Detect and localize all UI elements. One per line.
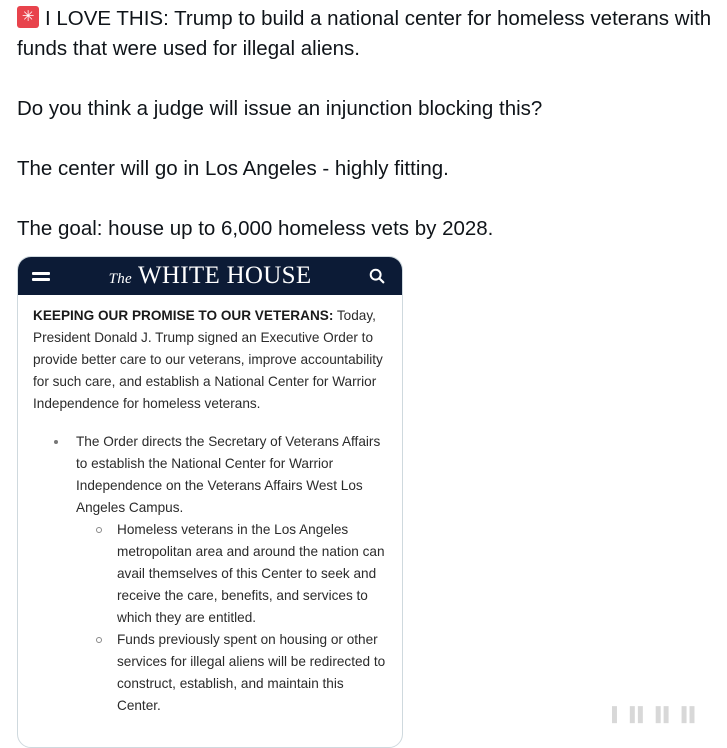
search-icon xyxy=(368,267,386,285)
tweet-line-1: I LOVE THIS: Trump to build a national center for homeless veterans with funds that were used for illegal aliens. xyxy=(17,7,712,60)
watermark: ▌▐▌▐▌▐▌ xyxy=(612,706,703,722)
article-body xyxy=(18,295,402,717)
tweet-line-3: The center will go in Los Angeles - highly fitting. xyxy=(17,157,449,180)
article-intro: KEEPING OUR PROMISE TO OUR VETERANS: Today, President Donald J. Trump signed an Executive Order to provide better care to our veterans, improve accountability for such care, and establish a National Center for Warrior Independence for homeless veterans. xyxy=(33,308,383,411)
article-list xyxy=(33,431,388,717)
white-house-header xyxy=(18,257,402,295)
list-item: The Order directs the Secretary of Veterans Affairs to establish the National Center for Warrior Independence on the Veterans Affairs West Los Angeles Campus. Homeless veterans in the Los Angeles metropolitan area and around the nation can avail themselves of this Center to seek and receive the care, benefits, and services to which they are entitled. Funds previously spent on housing or other services for illegal aliens will be redirected to construct, establish, and maintain this Center. xyxy=(33,431,388,717)
tweet-line-2: Do you think a judge will issue an injunction blocking this? xyxy=(17,97,543,120)
hamburger-menu-icon xyxy=(32,269,52,283)
tweet-paragraph-1 xyxy=(17,4,717,64)
sub-list xyxy=(76,519,388,717)
attached-image[interactable] xyxy=(17,256,403,748)
tweet-line-4: The goal: house up to 6,000 homeless vets by 2028. xyxy=(17,217,494,240)
tweet-text xyxy=(17,4,717,244)
siren-emoji-icon xyxy=(17,6,39,28)
sub-list-item: Funds previously spent on housing or other services for illegal aliens will be redirected to construct, establish, and maintain this Center. xyxy=(76,629,388,717)
white-house-logo: The WHITE HOUSE xyxy=(108,262,312,289)
sub-list-item: Homeless veterans in the Los Angeles metropolitan area and around the nation can avail themselves of this Center to seek and receive the care, benefits, and services to which they are entitled. xyxy=(76,519,388,629)
